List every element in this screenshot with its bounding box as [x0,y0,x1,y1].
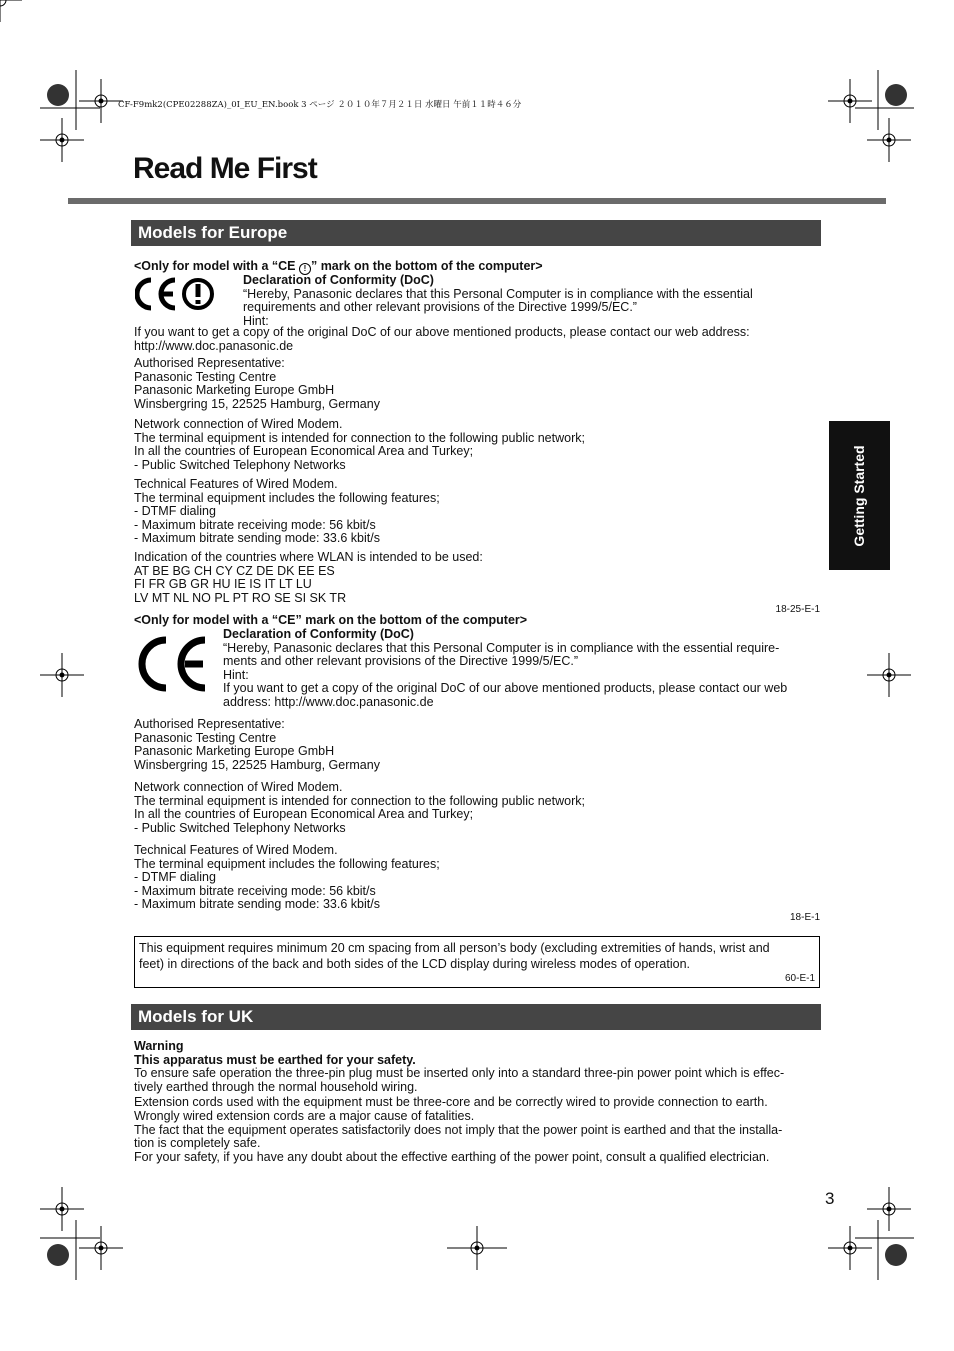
text-line: LV MT NL NO PL PT RO SE SI SK TR [134,590,347,605]
doc-text: “Hereby, Panasonic declares that this Personal Computer is in compliance with the essential [243,286,753,301]
text-line: Panasonic Testing Centre [134,730,277,745]
page-title: Read Me First [133,152,317,185]
text-line: The terminal equipment is intended for connection to the following public network; [134,430,585,445]
text-line: tion is completely safe. [134,1136,261,1151]
text-line: Winsbergring 15, 22525 Hamburg, Germany [134,396,380,411]
notice-box [134,936,820,988]
text-line: - Maximum bitrate sending mode: 33.6 kbit/s [134,897,380,912]
page-number: 3 [825,1189,835,1208]
alert-symbol-icon: ! [299,263,311,275]
wlan-block [134,551,483,605]
ce-intro-2: <Only for model with a “CE” mark on the bottom of the computer> [134,613,528,627]
text-line: The terminal equipment is intended for connection to the following public network; [134,793,585,808]
text-line: - Maximum bitrate sending mode: 33.6 kbit/s [134,531,380,546]
uk-block [134,1040,784,1164]
doc-block-2 [223,628,787,710]
text-line: For your safety, if you have any doubt about the effective earthing of the power point, consult a qualified electrician. [134,1149,770,1164]
hint-label: Hint: [243,313,269,328]
doc-title: Declaration of Conformity (DoC) [243,273,434,287]
ce-alert-logo-icon [135,276,217,312]
text-line: - Public Switched Telephony Networks [134,820,346,835]
side-tab [829,421,890,570]
doc-text: ments and other relevant provisions of the Directive 1999/5/EC.” [223,654,579,669]
network-block-1 [134,418,585,472]
features-block-2 [134,844,440,912]
doc-text: requirements and other relevant provisions of the Directive 1999/5/EC.” [243,300,637,315]
text-line: To ensure safe operation the three-pin plug must be inserted only into a standard three-pin power point which is effec- [134,1066,785,1081]
text-line: Panasonic Marketing Europe GmbH [134,744,335,759]
text-line: In all the countries of European Economical Area and Turkey; [134,444,474,459]
text-line: - DTMF dialing [134,504,216,519]
network-block-2 [134,781,585,835]
text-line: - Maximum bitrate receiving mode: 56 kbit/s [134,883,376,898]
text-line: Winsbergring 15, 22525 Hamburg, Germany [134,757,380,772]
text-line: Wrongly wired extension cords are a major cause of fatalities. [134,1108,475,1123]
hint-url: address: http://www.doc.panasonic.de [223,694,434,709]
text-line: Panasonic Marketing Europe GmbH [134,383,335,398]
notice-text: This equipment requires minimum 20 cm spacing from all person’s body (excluding extremities of hands, wrist and [139,941,770,955]
text-line: In all the countries of European Economical Area and Turkey; [134,807,474,822]
ce-logo-icon [137,634,211,694]
doc-block-1 [243,274,753,328]
text-line: - Public Switched Telephony Networks [134,457,346,472]
intro-suffix: ” mark on the bottom of the computer> [310,259,543,273]
hint-text: If you want to get a copy of the original DoC of our above mentioned products, please contact our web [223,681,788,696]
text-line: Indication of the countries where WLAN is intended to be used: [134,550,483,564]
hint-label: Hint: [223,667,249,682]
hint-block-1 [134,326,750,353]
ref-code: 60-E-1 [784,973,815,984]
earthed-warning: This apparatus must be earthed for your safety. [134,1052,416,1067]
rep-block-1 [134,357,380,411]
ref-code: 18-25-E-1 [775,604,820,615]
text-line: - DTMF dialing [134,870,216,885]
section-heading-europe: Models for Europe [131,220,821,246]
section-heading-uk: Models for UK [131,1004,821,1030]
text-line: tively earthed through the normal household wiring. [134,1079,418,1094]
text-line: Technical Features of Wired Modem. [134,843,338,857]
text-line: The terminal equipment includes the following features; [134,490,440,505]
text-line: Authorised Representative: [134,717,285,731]
text-line: Panasonic Testing Centre [134,369,277,384]
text-line: Extension cords used with the equipment must be three-core and be correctly wired to provide connection to earth. [134,1095,768,1110]
ref-code: 18-E-1 [789,912,820,923]
text-line: Network connection of Wired Modem. [134,780,343,794]
title-rule [68,198,886,204]
text-line: The terminal equipment includes the following features; [134,856,440,871]
warning-label: Warning [134,1039,184,1053]
text-line: AT BE BG CH CY CZ DE DK EE ES [134,563,335,578]
features-block-1 [134,478,440,546]
side-tab-label: Getting Started [851,445,867,547]
hint-text: If you want to get a copy of the original DoC of our above mentioned products, please contact our web address: [134,325,750,339]
intro-prefix: <Only for model with a “CE [134,259,299,273]
doc-text: “Hereby, Panasonic declares that this Personal Computer is in compliance with the essential require- [223,640,780,655]
text-line: Authorised Representative: [134,356,285,370]
hint-url: http://www.doc.panasonic.de [134,338,294,353]
text-line: - Maximum bitrate receiving mode: 56 kbit/s [134,517,376,532]
text-line: Technical Features of Wired Modem. [134,477,338,491]
text-line: FI FR GB GR HU IE IS IT LT LU [134,577,312,592]
rep-block-2 [134,718,380,772]
doc-title: Declaration of Conformity (DoC) [223,627,414,641]
text-line: Network connection of Wired Modem. [134,417,343,431]
text-line: The fact that the equipment operates satisfactorily does not imply that the power point is earthed and that the installa- [134,1122,783,1137]
file-header-line: CF-F9mk2(CPE02288ZA)_0I_EU_EN.book 3 ページ ２０１０年７月２１日 水曜日 午前１１時４６分 [118,100,522,110]
notice-text: feet) in directions of the back and both sides of the LCD display during wireless modes of operation. [139,957,691,971]
